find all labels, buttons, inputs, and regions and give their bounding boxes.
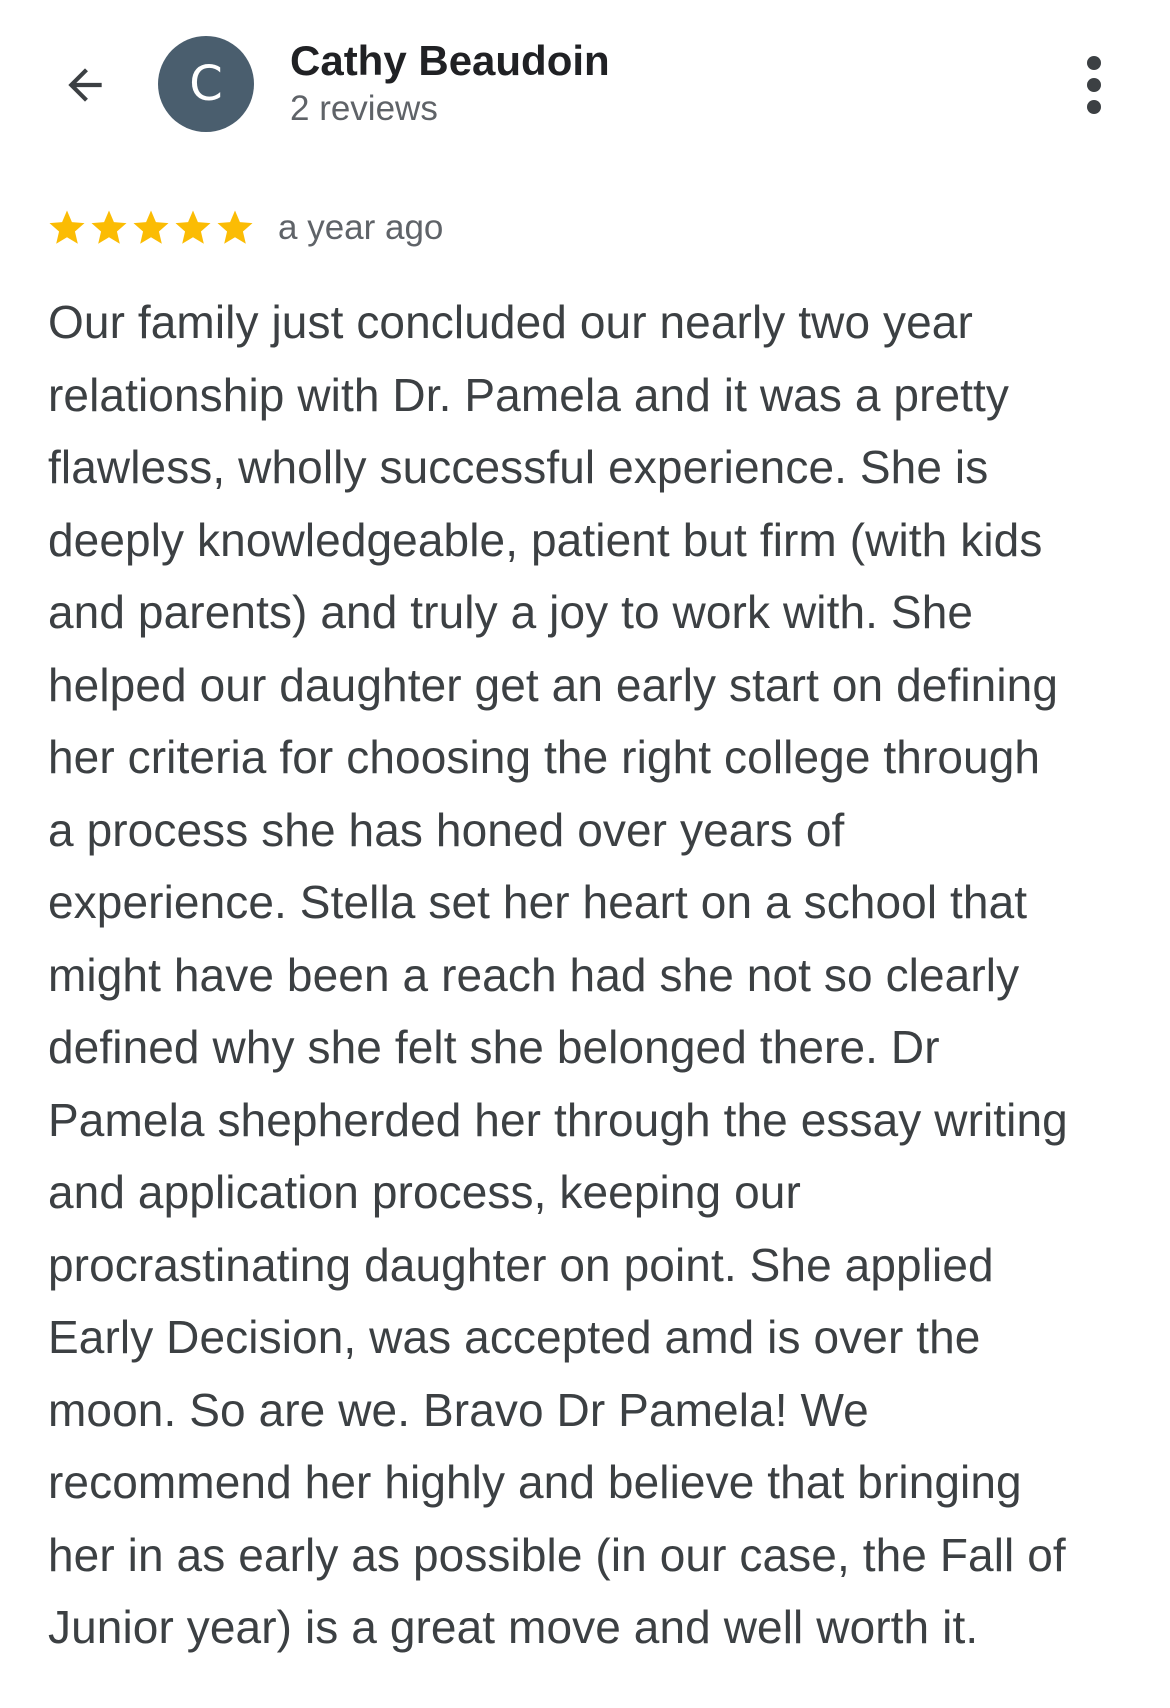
review-count: 2 reviews xyxy=(290,89,438,128)
more-vertical-icon-dot xyxy=(1087,56,1101,70)
review-text-line: moon. So are we. Bravo Dr Pamela! We xyxy=(48,1383,869,1436)
review-text-line: procrastinating daughter on point. She applied xyxy=(48,1238,994,1291)
review-text-line: helped our daughter get an early start on defining xyxy=(48,658,1059,711)
review-text-line: flawless, wholly successful experience. She is xyxy=(48,441,989,493)
review-text-line: recommend her highly and believe that bringing xyxy=(48,1456,1022,1508)
review-text-line: a process she has honed over years of xyxy=(48,803,845,856)
star-icon xyxy=(214,207,256,249)
review-text-line: and application process, keeping our xyxy=(48,1166,801,1218)
reviewer-name[interactable]: Cathy Beaudoin xyxy=(290,37,610,84)
star-icon xyxy=(88,207,130,249)
review-text-line: relationship with Dr. Pamela and it was a pretty xyxy=(48,368,1010,421)
review-text-line: Our family just concluded our nearly two year xyxy=(48,296,973,348)
review-text-line: deeply knowledgeable, patient but firm (with kids xyxy=(48,513,1043,566)
star-icon xyxy=(46,207,88,249)
review-text-line: her in as early as possible (in our case, the Fall of xyxy=(48,1528,1066,1581)
review-text-line: her criteria for choosing the right college through xyxy=(48,731,1041,783)
review-time: a year ago xyxy=(278,208,444,247)
review-text-line: might have been a reach had she not so clearly xyxy=(48,948,1020,1001)
review-text-line: Junior year) is a great move and well worth it. xyxy=(48,1601,979,1653)
star-icon xyxy=(130,207,172,249)
review-text-line: experience. Stella set her heart on a school that xyxy=(48,876,1028,928)
review-text-line: Pamela shepherded her through the essay writing xyxy=(48,1093,1068,1146)
more-vertical-icon-dot xyxy=(1087,100,1101,114)
review-text-line: Early Decision, was accepted amd is over the xyxy=(48,1311,981,1363)
avatar-initial: C xyxy=(189,56,223,112)
more-vertical-icon-dot xyxy=(1087,78,1101,92)
more-options-button[interactable] xyxy=(1064,52,1124,118)
review-text-line: defined why she felt she belonged there. Dr xyxy=(48,1021,940,1073)
avatar[interactable] xyxy=(158,36,254,132)
star-rating xyxy=(46,207,256,249)
star-icon xyxy=(172,207,214,249)
review-text xyxy=(48,286,1128,1664)
arrow-back-icon xyxy=(60,60,110,110)
back-button[interactable] xyxy=(52,52,118,118)
rating-row xyxy=(46,200,443,256)
review-header xyxy=(0,0,1170,170)
review-text-line: and parents) and truly a joy to work with. She xyxy=(48,586,974,638)
